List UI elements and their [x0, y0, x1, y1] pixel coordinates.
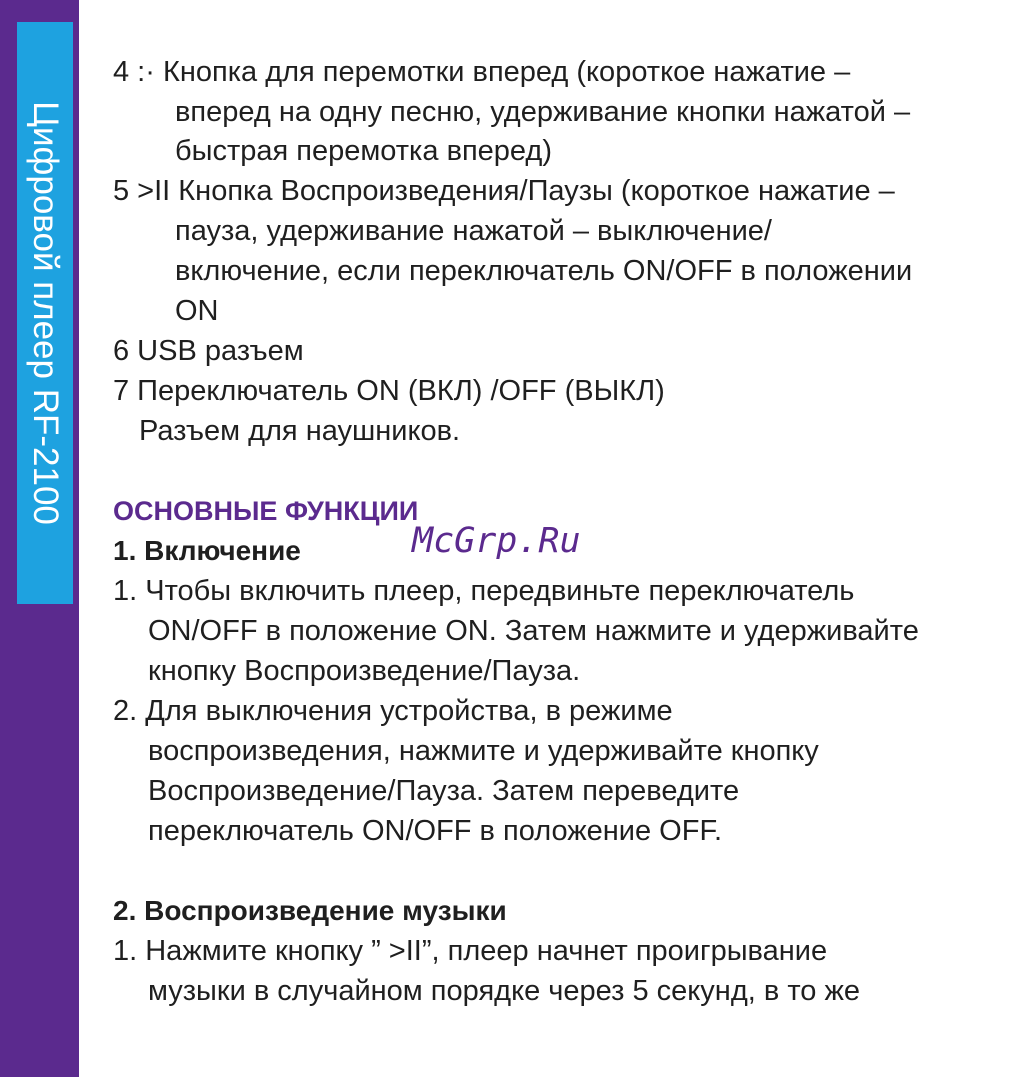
item-7-line-1: 7 Переключатель ON (ВКЛ) /OFF (ВЫКЛ) [113, 375, 665, 407]
watermark: McGrp.Ru [412, 521, 581, 561]
item-6-line-1: 6 USB разъем [113, 335, 304, 367]
power-on-step-2-line-2: воспроизведения, нажмите и удерживайте кнопку [148, 735, 819, 767]
item-5-line-3: включение, если переключатель ON/OFF в положении [175, 255, 913, 287]
power-on-step-1-line-1: 1. Чтобы включить плеер, передвиньте переключатель [113, 575, 855, 607]
power-on-step-2-line-1: 2. Для выключения устройства, в режиме [113, 695, 673, 727]
item-4-line-3: быстрая перемотка вперед) [175, 135, 552, 167]
power-on-step-2-line-4: переключатель ON/OFF в положение OFF. [148, 815, 723, 847]
item-5-line-4: ON [175, 295, 219, 327]
item-5-line-1: 5 >II Кнопка Воспроизведения/Паузы (короткое нажатие – [113, 175, 895, 207]
side-title: Цифровой плеер RF-2100 [26, 101, 65, 525]
power-on-step-2-line-3: Воспроизведение/Пауза. Затем переведите [148, 775, 740, 807]
power-on-step-1-line-2: ON/OFF в положение ON. Затем нажмите и удерживайте [148, 615, 919, 647]
item-7-line-2: Разъем для наушников. [139, 415, 461, 447]
power-on-heading: 1. Включение [113, 535, 301, 566]
section-heading: ОСНОВНЫЕ ФУНКЦИИ [113, 496, 419, 526]
music-playback-step-1-line-2: музыки в случайном порядке через 5 секунд, в то же [148, 975, 860, 1007]
music-playback-heading: 2. Воспроизведение музыки [113, 895, 507, 926]
item-4-line-2: вперед на одну песню, удерживание кнопки нажатой – [175, 96, 911, 128]
item-5-line-2: пауза, удерживание нажатой – выключение/ [175, 215, 772, 247]
music-playback-step-1-line-1: 1. Нажмите кнопку ” >II”, плеер начнет проигрывание [113, 935, 828, 967]
power-on-step-1-line-3: кнопку Воспроизведение/Пауза. [148, 655, 581, 687]
item-4-line-1: 4 :· Кнопка для перемотки вперед (короткое нажатие – [113, 56, 851, 88]
